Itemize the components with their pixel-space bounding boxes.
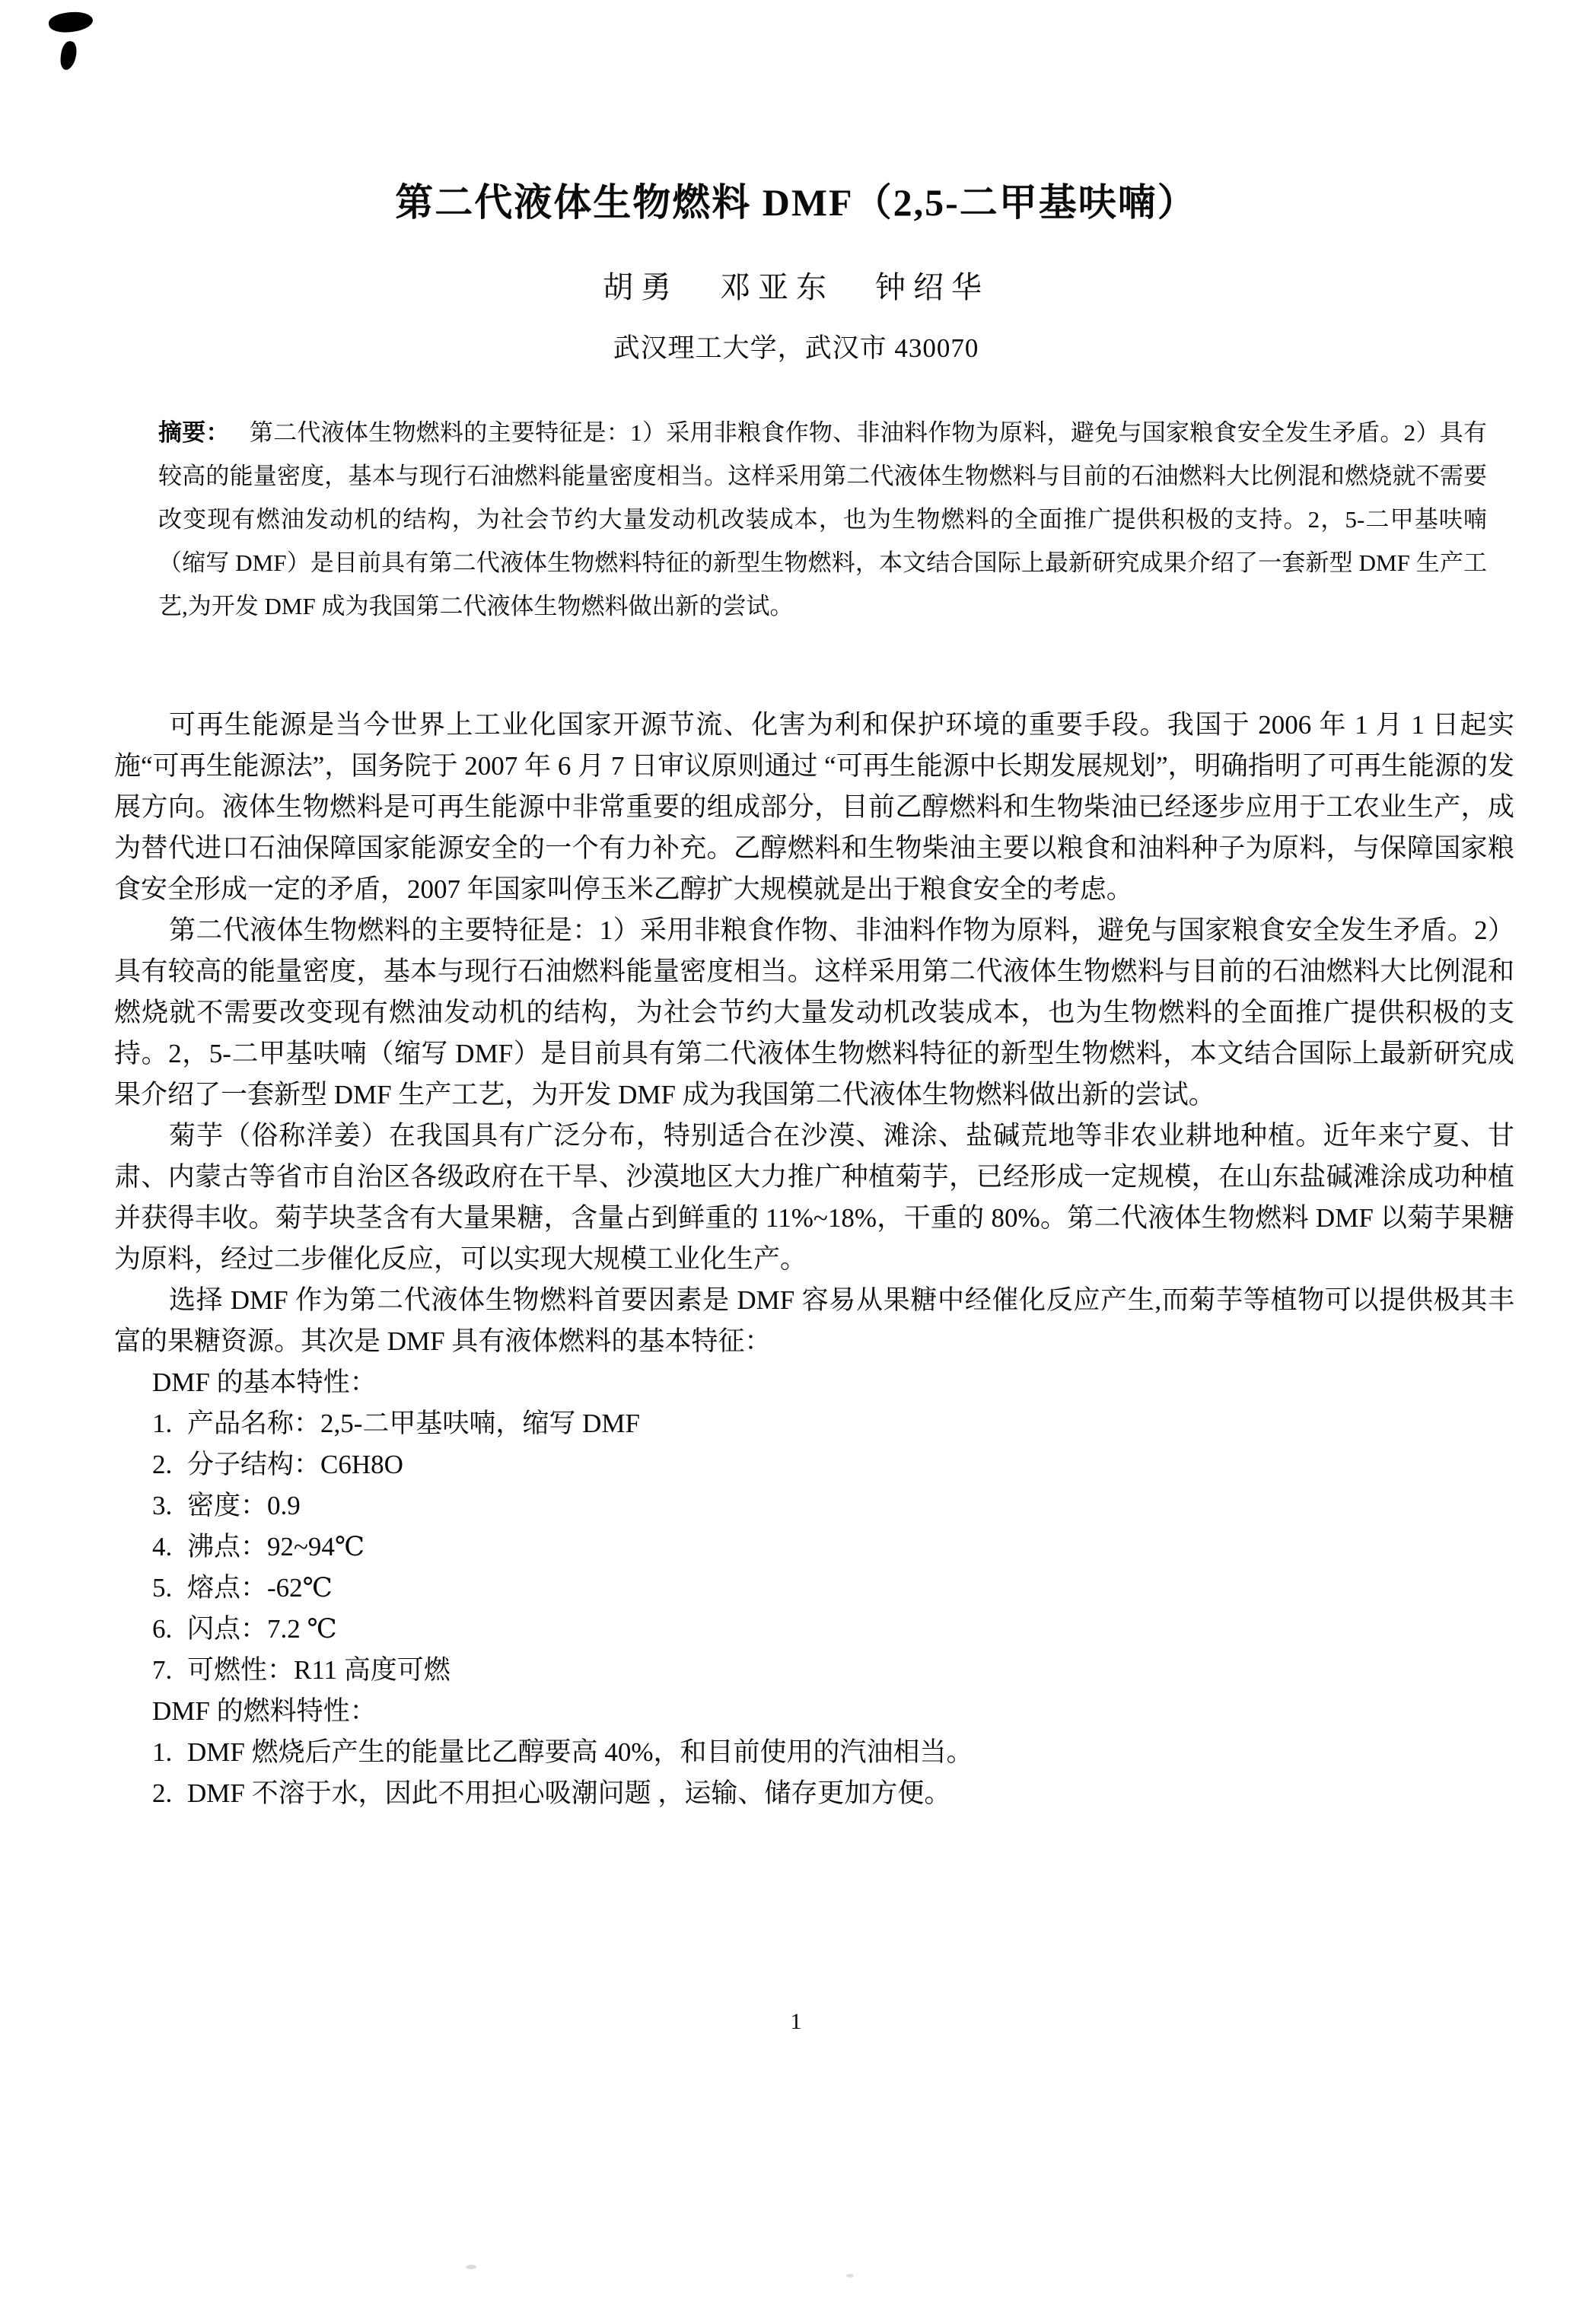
list-item-text: DMF 不溶于水，因此不用担心吸潮问题 ，运输、储存更加方便。 [187, 1778, 951, 1808]
abstract-text: 第二代液体生物燃料的主要特征是：1）采用非粮食作物、非油料作物为原料，避免与国家粮食安全发生矛盾。2）具有较高的能量密度，基本与现行石油燃料能量密度相当。这样采用第二代液体生物燃料与目前的石油燃料大比例混和燃烧就不需要改变现有燃油发动机的结构，为社会节约大量发动机改装成本，也为生物燃料的全面推广提供积极的支持。2，5-二甲基呋喃（缩写 DMF）是目前具有第二代液体生物燃料特征的新型生物燃料，本文结合国际上最新研究成果介绍了一套新型 DMF 生产工艺,为开发 DMF 成为我国第二代液体生物燃料做出新的尝试。 [158, 419, 1488, 619]
list-item-water-insoluble [114, 1773, 1514, 1814]
paper-affiliation: 武汉理工大学，武汉市 430070 [613, 333, 979, 363]
paper-authors: 胡勇 邓亚东 钟绍华 [603, 270, 989, 304]
list-number: 7. [152, 1655, 173, 1685]
list-item-text: 可燃性：R11 高度可燃 [187, 1655, 451, 1685]
list-item-text: 分子结构：C6H8O [187, 1450, 403, 1479]
abstract-label: 摘要： [158, 419, 230, 446]
heading-fuel-properties: DMF 的燃料特性： [152, 1696, 377, 1726]
list-item-text: 产品名称：2,5-二甲基呋喃，缩写 DMF [187, 1409, 641, 1438]
list-number: 1. [152, 1409, 173, 1438]
list-item-molecular-structure [114, 1444, 1514, 1485]
list-item-text: 密度：0.9 [187, 1491, 301, 1520]
list-item-text: 熔点：-62℃ [187, 1573, 333, 1603]
list-item-density [114, 1485, 1514, 1527]
page-number: 1 [790, 2009, 802, 2034]
list-item-boiling-point [114, 1527, 1514, 1568]
paper-body [114, 705, 1514, 1814]
paragraph-jerusalem-artichoke: 菊芋（俗称洋姜）在我国具有广泛分布，特别适合在沙漠、滩涂、盐碱荒地等非农业耕地种植。近年来宁夏、甘肃、内蒙古等省市自治区各级政府在干旱、沙漠地区大力推广种植菊芋，已经形成一定规模，在山东盐碱滩涂成功种植并获得丰收。菊芋块茎含有大量果糖，含量占到鲜重的 11%~18%，干重的 80%。第二代液体生物燃料 DMF 以菊芋果糖为原料，经过二步催化反应，可以实现大规模工业化生产。 [114, 1121, 1514, 1274]
list-item-flammability [114, 1650, 1514, 1691]
heading-basic-properties: DMF 的基本特性： [152, 1367, 377, 1397]
scan-speck [466, 2265, 476, 2269]
list-item-text: 沸点：92~94℃ [187, 1532, 365, 1562]
paragraph-second-gen-features: 第二代液体生物燃料的主要特征是：1）采用非粮食作物、非油料作物为原料，避免与国家粮食安全发生矛盾。2）具有较高的能量密度，基本与现行石油燃料能量密度相当。这样采用第二代液体生物燃料与目前的石油燃料大比例混和燃烧就不需要改变现有燃油发动机的结构，为社会节约大量发动机改装成本，也为生物燃料的全面推广提供积极的支持。2，5-二甲基呋喃（缩写 DMF）是目前具有第二代液体生物燃料特征的新型生物燃料，本文结合国际上最新研究成果介绍了一套新型 DMF 生产工艺，为开发 DMF 成为我国第二代液体生物燃料做出新的尝试。 [114, 915, 1514, 1109]
scan-ink-mark [47, 9, 94, 35]
paragraph-renewable-energy: 可再生能源是当今世界上工业化国家开源节流、化害为利和保护环境的重要手段。我国于 2006 年 1 月 1 日起实施“可再生能源法”，国务院于 2007 年 6 月 7 日审议原则通过 “可再生能源中长期发展规划”，明确指明了可再生能源的发展方向。液体生物燃料是可再生能源中非常重要的组成部分，目前乙醇燃料和生物柴油已经逐步应用于工农业生产，成为替代进口石油保障国家能源安全的一个有力补充。乙醇燃料和生物柴油主要以粮食和油料种子为原料，与保障国家粮食安全形成一定的矛盾，2007 年国家叫停玉米乙醇扩大规模就是出于粮食安全的考虑。 [114, 710, 1514, 904]
abstract-block [158, 411, 1487, 628]
list-item-text: 闪点：7.2 ℃ [187, 1614, 337, 1644]
paragraph-dmf-selection: 选择 DMF 作为第二代液体生物燃料首要因素是 DMF 容易从果糖中经催化反应产生,而菊芋等植物可以提供极其丰富的果糖资源。其次是 DMF 具有液体燃料的基本特征： [114, 1285, 1514, 1356]
scan-ink-mark [59, 40, 78, 71]
list-number: 4. [152, 1532, 173, 1562]
list-number: 2. [152, 1778, 173, 1808]
list-item-melting-point [114, 1568, 1514, 1609]
list-number: 6. [152, 1614, 173, 1644]
list-item-product-name [114, 1403, 1514, 1444]
paper-title: 第二代液体生物燃料 DMF（2,5-二甲基呋喃） [395, 181, 1197, 224]
list-number: 5. [152, 1573, 173, 1603]
list-item-energy-content [114, 1732, 1514, 1773]
scan-speck [846, 2274, 854, 2278]
list-number: 1. [152, 1737, 173, 1767]
list-number: 2. [152, 1450, 173, 1479]
list-number: 3. [152, 1491, 173, 1520]
list-item-flash-point [114, 1609, 1514, 1650]
list-item-text: DMF 燃烧后产生的能量比乙醇要高 40%，和目前使用的汽油相当。 [187, 1737, 973, 1767]
